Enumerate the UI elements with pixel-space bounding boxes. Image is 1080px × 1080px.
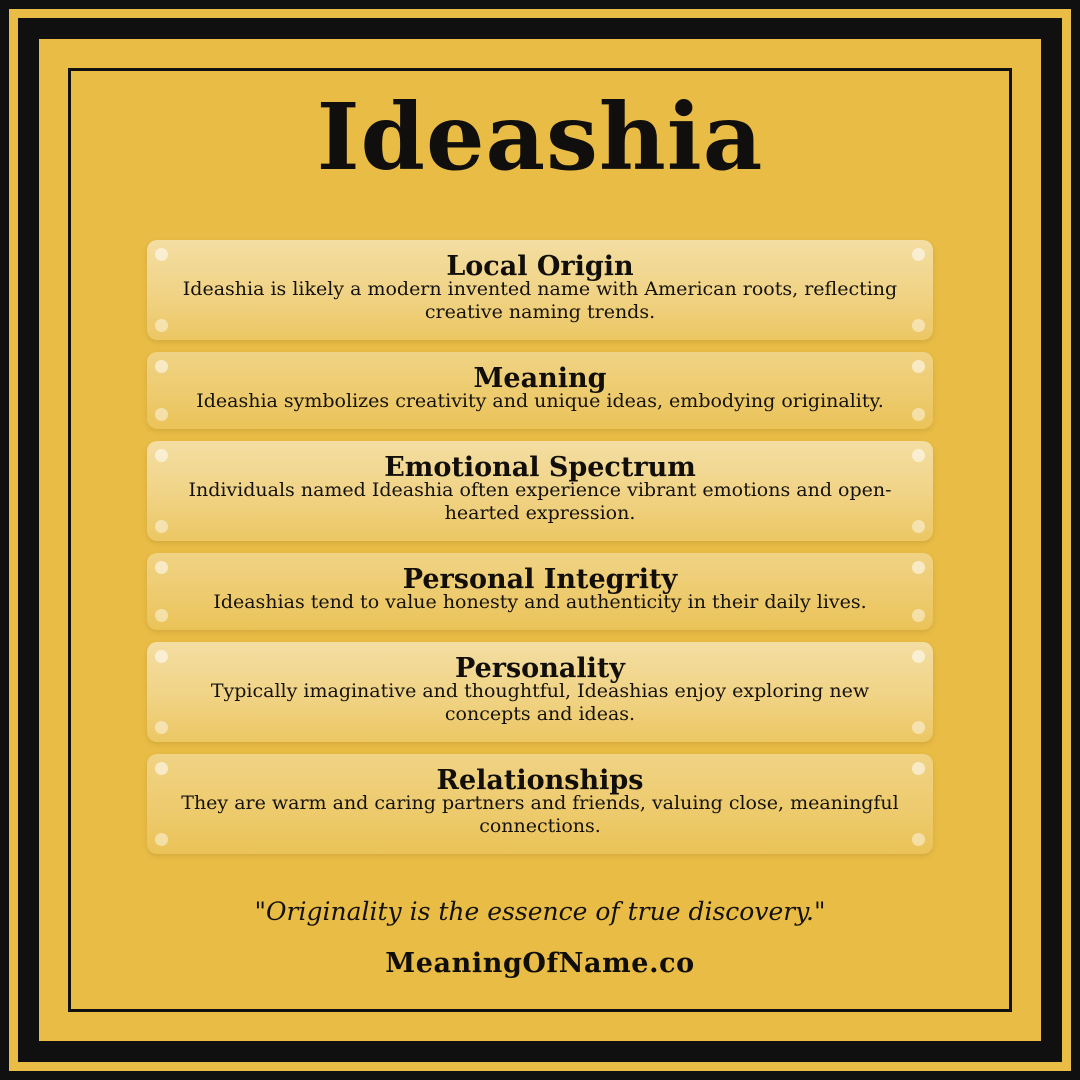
info-card-list — [147, 240, 933, 854]
card-title: Emotional Spectrum — [384, 452, 696, 484]
card-pin-bottom-left — [155, 520, 168, 533]
card-pin-bottom-right — [912, 319, 925, 332]
card-pin-bottom-left — [155, 721, 168, 734]
card-title: Local Origin — [446, 251, 634, 283]
card-pin-bottom-left — [155, 833, 168, 846]
card-text: Ideashias tend to value honesty and authenticity in their daily lives. — [213, 590, 867, 613]
card-pin-bottom-right — [912, 721, 925, 734]
card-pin-bottom-right — [912, 520, 925, 533]
card-pin-bottom-left — [155, 408, 168, 421]
card-text: Individuals named Ideashia often experience vibrant emotions and open-hearted expression. — [188, 478, 892, 524]
poster-content — [71, 71, 1009, 1009]
page-title: Ideashia — [316, 83, 764, 191]
card-text: Typically imaginative and thoughtful, Ideashias enjoy exploring new concepts and ideas. — [210, 679, 870, 725]
footer-quote: "Originality is the essence of true discovery." — [254, 897, 826, 926]
card-text: Ideashia is likely a modern invented name with American roots, reflecting creative naming trends. — [182, 277, 898, 324]
card-title: Personal Integrity — [402, 564, 678, 596]
card-pin-bottom-right — [912, 609, 925, 622]
card-pin-bottom-right — [912, 408, 925, 421]
info-card — [147, 352, 933, 429]
card-text: They are warm and caring partners and friends, valuing close, meaningful connections. — [181, 791, 899, 837]
card-pin-bottom-left — [155, 319, 168, 332]
poster-mid-frame — [18, 18, 1062, 1062]
poster-footer — [71, 897, 1009, 979]
info-card — [147, 553, 933, 630]
info-card — [147, 642, 933, 742]
info-card — [147, 441, 933, 541]
card-title: Meaning — [473, 363, 607, 395]
card-pin-bottom-left — [155, 609, 168, 622]
card-text: Ideashia symbolizes creativity and unique ideas, embodying originality. — [196, 389, 884, 412]
card-pin-bottom-right — [912, 833, 925, 846]
footer-brand: MeaningOfName.co — [385, 948, 695, 979]
card-title: Relationships — [436, 765, 644, 796]
info-card — [147, 754, 933, 854]
card-title: Personality — [455, 652, 625, 684]
info-card — [147, 240, 933, 340]
poster-inner-background — [39, 39, 1041, 1041]
